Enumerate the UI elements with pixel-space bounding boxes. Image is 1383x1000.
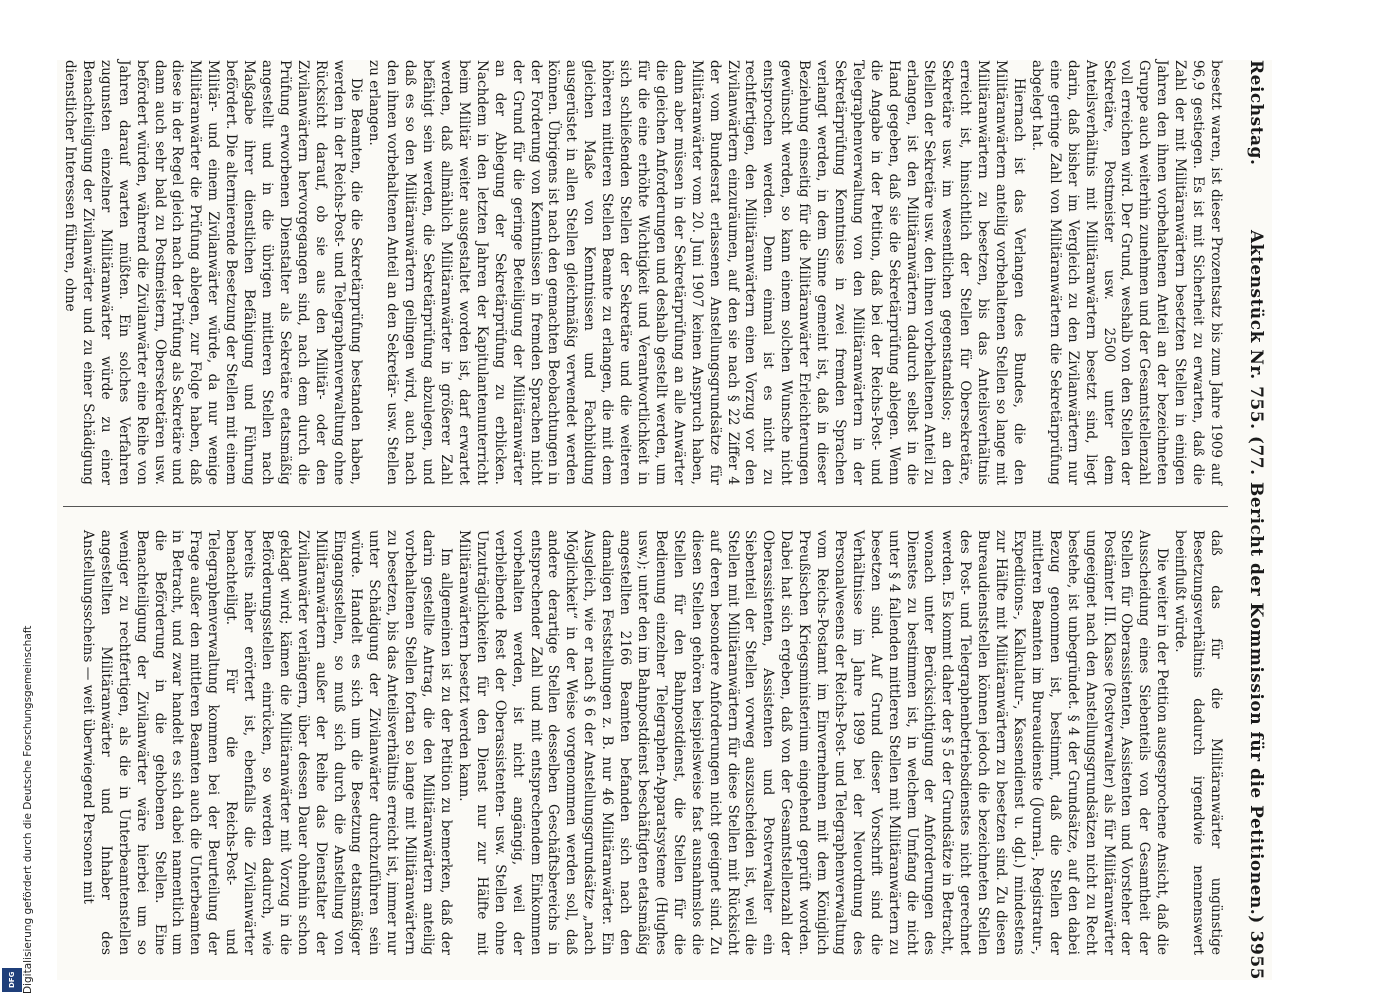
left-column: [64, 60, 1224, 485]
dfg-logo: DFG: [2, 968, 22, 992]
paragraph: Die weiter in der Petition ausgesprochene Ansicht, daß die Ausscheidung eines Siebenteils von der Gesamtheit der Stellen für Oberassistenten, Assistenten und Vorsteher der Postämter III. Klasse (Postverwalter) als für Militäranwärter ungeeignet nach den Anstellungsgrundsätzen nicht zu Recht bestehe, ist unbegründet. § 4 der Grundsätze, auf den dabei Bezug genommen ist, bestimmt, daß die Stellen der mittleren Beamten im Bureaudienste (Journal-, Registratur-, Expeditions-, Kalkulatur-, Kassendienst u. dgl.) mindestens zur Hälfte mit Militäranwärtern zu besetzen sind. Zu diesen Bureaudienststellen können jedoch die bezeichneten Stellen des Post- und Telegraphenbetriebsdienstes nicht gerechnet werden. Es kommt daher der § 5 der Grundsätze in Betracht, wonach unter Berücksichtigung der Anforderungen des Dienstes zu bestimmen ist, in welchem Umfang die nicht unter § 4 fallenden mittleren Stellen mit Militäranwärtern zu besetzen sind. Auf Grund dieser Vorschrift sind die Verhältnisse im Jahre 1899 bei der Neuordnung des Personalwesens der Reichs-Post- und Telegraphenverwaltung vom Reichs-Postamt im Einvernehmen mit dem Königlich Preußischen Kriegsministerium eingehend geprüft worden. Dabei hat sich ergeben, daß von der Gesamtstellenzahl der Oberassistenten, Assistenten und Postverwalter ein Siebenteil der Stellen vorweg auszuscheiden ist, weil die Stellen mit Militäranwärtern für diese Stellen mit Rücksicht auf deren besondere Anforderungen nicht geeignet sind. Zu diesen Stellen gehören beispielsweise fast ausnahmslos die Stellen für den Bahnpostdienst, die Stellen für die Bedienung einzelner Telegraphen-Apparatsysteme (Hughes usw.); unter den im Bahnpostdienst beschäftigten etatsmäßig angestellten 2166 Beamten befanden sich nach den damaligen Feststellungen z. B. nur 46 Militäranwärter. Ein Ausgleich, wie er nach § 6 der Anstellungsgrundsätze „nach Möglichkeit“ in der Weise vorgenommen werden soll, daß andere derartige Stellen desselben Geschäftsbereichs in entsprechender Zahl und mit entsprechendem Einkommen vorbehalten werden, ist nicht angängig, weil der verbleibende Rest der Oberassistenten- usw. Stellen ohne Unzuträglichkeiten für den Dienst nur zur Hälfte mit Militäranwärtern besetzt werden kann.: [455, 530, 1171, 955]
digitization-credit: Digitalisierung gefördert durch die Deutsche Forschungsgemeinschaft: [22, 625, 34, 994]
paragraph: Die Beamten, die die Sekretärprüfung bestanden haben, werden in der Reichs-Post- und Telegraphenverwaltung ohne Rücksicht darauf, ob sie aus den Militär- oder den Zivilanwärtern hervorgegangen sind, nach dem durch die Prüfung erworbenen Dienstalter als Sekretäre etatsmäßig angestellt und in die übrigen mittleren Stellen nach Maßgabe ihrer dienstlichen Befähigung und Führung befördert. Die alternierende Besetzung der Stellen mit einem Militär- und einem Zivilanwärter würde, da nur wenige Militäranwärter die Prüfung ablegen, zur Folge haben, daß diese in der Regel gleich nach der Prüfung als Sekretäre und dann auch sehr bald zu Postmeistern, Obersekretären usw. befördert würden, während die Zivilanwärter eine Reihe von Jahren darauf warten müßten. Ein solches Verfahren zugunsten einzelner Militäranwärter würde zu einer Benachteiligung der Zivilanwärter und zu einer Schädigung dienstlicher Interessen führen, ohne: [62, 60, 365, 485]
column-divider: [63, 506, 1228, 507]
header-left: Reichstag.: [1246, 60, 1266, 166]
page-header: [1232, 60, 1272, 980]
paragraph: besetzt waren, ist dieser Prozentsatz bis zum Jahre 1909 auf 96,9 gestiegen. Es ist mit Sicherheit zu erwarten, daß die Zahl der mit Militäranwärtern besetzten Stellen in einigen Jahren den ihnen vorbehaltenen Anteil an der bezeichneten Gruppe auch weiterhin zunehmen und der Gesamtstellenzahl voll erreichen wird. Der Grund, weshalb von den Stellen der Sekretäre, Postmeister usw. 2500 unter dem Anteilsverhältnis mit Militäranwärtern besetzt sind, liegt darin, daß bisher im Vergleich zu den Zivilanwärtern nur eine geringe Zahl von Militäranwärtern die Sekretärprüfung abgelegt hat.: [1028, 60, 1224, 485]
header-title: Aktenstück Nr. 755. (77. Bericht der Kommission für die Petitionen.): [1246, 230, 1266, 924]
document-page: [57, 60, 1272, 980]
paragraph: Hiernach ist das Verlangen des Bundes, die den Militäranwärtern anteilig vorbehaltenen Stellen so lange mit Militäranwärtern zu besetzen, bis das Anteilsverhältnis erreicht ist, hinsichtlich der Stellen für Obersekretäre, Sekretäre usw. im wesentlichen gegenstandslos; an den Stellen der Sekretäre usw. den ihnen vorbehaltenen Anteil zu erlangen, ist den Militäranwärtern dadurch selbst in die Hand gegeben, daß sie die Sekretärprüfung ablegen. Wenn die Angabe in der Petition, daß bei der Reichs-Post- und Telegraphenverwaltung von den Militäranwärtern in der Sekretärprüfung Kenntnisse in zwei fremden Sprachen verlangt werden, in dem Sinne gemeint ist, daß in dieser Beziehung einseitig für die Militäranwärter Erleichterungen gewünscht werden, so kann einem solchen Wunsche nicht entsprochen werden. Denn einmal ist es nicht zu rechtfertigen, den Militäranwärtern einen Vorzug vor den Zivilanwärtern einzuräumen, auf den sie nach § 22 Ziffer 4 der vom Bundesrat erlassenen Anstellungsgrundsätze für Militäranwärter vom 20. Juni 1907 keinen Anspruch haben, dann aber müssen in der Sekretärprüfung an alle Anwärter die gleichen Anforderungen und deshalb gestellt werden, um für die eine erhöhte Wichtigkeit und Verantwortlichkeit in sich schließenden Stellen der Sekretäre und die weiteren höheren mittleren Stellen Beamte zu erlangen, die mit dem gleichen Maße von Kenntnissen und Fachbildung ausgerüstet in allen Stellen gleichmäßig verwendet werden können. Übrigens ist nach den gemachten Beobachtungen in der Forderung von Kenntnissen in fremden Sprachen nicht der Grund für die geringe Beteiligung der Militäranwärter an der Ablegung der Sekretärprüfung zu erblicken. Nachdem in den letzten Jahren der Kapitulantenunterricht beim Militär weiter ausgestaltet worden ist, darf erwartet werden, daß allmählich Militäranwärter in größerer Zahl befähigt sein werden, die Sekretärprüfung abzulegen, und daß es so den Militäranwärtern gelingen wird, auch nach den ihnen vorbehaltenen Anteil an den Sekretär- usw. Stellen zu erlangen.: [366, 60, 1028, 485]
page-number: 3955: [1246, 930, 1266, 980]
paragraph: Im allgemeinen ist zu der Petition zu bemerken, daß der darin gestellte Antrag, die den Militäranwärtern anteilig vorbehaltenen Stellen fortan so lange mit Militäranwärtern zu besetzen, bis das Anteilsverhältnis erreicht ist, immer nur unter Schädigung der Zivilanwärter durchzuführen sein würde. Handelt es sich um die Besetzung etatsmäßiger Eingangsstellen, so muß sich durch die Anstellung von Militäranwärtern außer der Reihe das Dienstalter der Zivilanwärter verlängern, über dessen Dauer ohnehin schon geklagt wird; kämen die Militäranwärter mit Vorzug in die Beförderungsstellen einrücken, so werden dadurch, wie bereits näher erörtert ist, ebenfalls die Zivilanwärter benachteiligt. Für die Reichs-Post- und Telegraphenverwaltung kommen bei der Beurteilung der Frage außer den mittleren Beamten auch die Unterbeamten in Betracht, und zwar handelt es sich dabei namentlich um die Beförderung in die gehobenen Stellen. Eine Benachteiligung der Zivilanwärter wäre hierbei um so weniger zu rechtfertigen, als die in Unterbeamtenstellen angestellten Militäranwärter und Inhaber des Anstellungsscheins — weit überwiegend Personen mit: [79, 530, 455, 955]
paragraph: daß das für die Militäranwärter ungünstige Besetzungsverhältnis dadurch irgendwie nennenswert beeinflußt würde.: [1172, 530, 1224, 955]
right-column: [64, 530, 1224, 955]
